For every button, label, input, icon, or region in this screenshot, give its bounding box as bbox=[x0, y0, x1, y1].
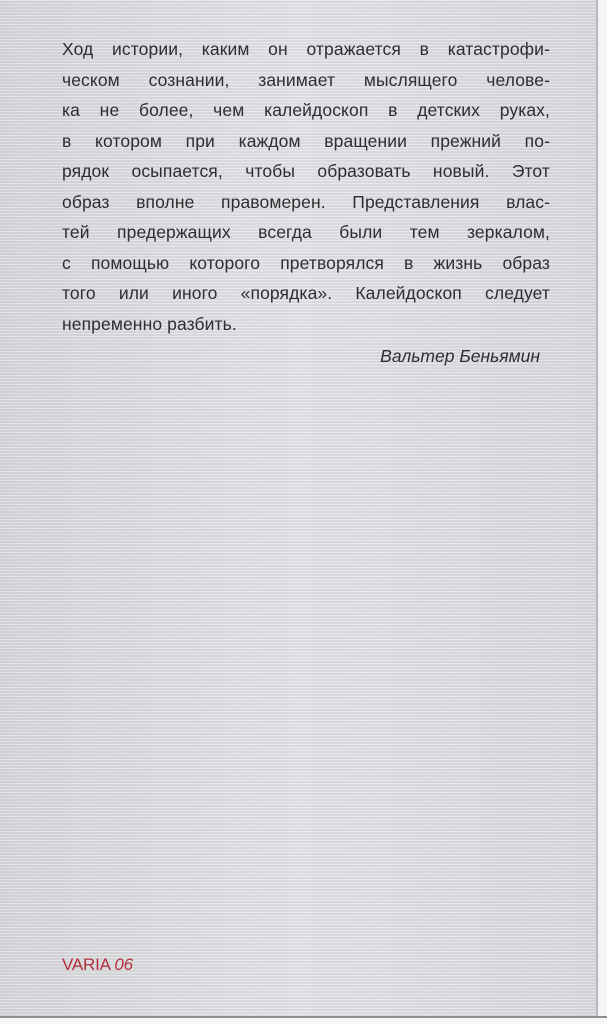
quote-line-8: с помощью которого претворялся в жизнь образ bbox=[62, 252, 550, 273]
series-mark bbox=[62, 955, 133, 975]
quote-line-3: ка не более, чем калейдоскоп в детских руках, bbox=[62, 100, 550, 120]
quote-line-7: тей предержащих всегда были тем зеркалом, bbox=[62, 222, 550, 242]
quote-line-6: образ вполне правомерен. Представления влас- bbox=[62, 191, 550, 212]
quote-line-9: того или иного «порядка». Калейдоскоп следует bbox=[62, 283, 550, 303]
scan-margin-right bbox=[598, 0, 607, 1022]
scan-margin-bottom bbox=[0, 1016, 607, 1024]
series-label: VARIA bbox=[62, 955, 110, 974]
quote-line-1: Ход истории, каким он отражается в катастрофи- bbox=[62, 39, 550, 59]
quote-line-5: рядок осыпается, чтобы образовать новый. Этот bbox=[62, 161, 550, 181]
quote-line-10: непременно разбить. bbox=[62, 313, 237, 334]
series-number: 06 bbox=[114, 955, 133, 974]
quote-line-4: в котором при каждом вращении прежний по- bbox=[62, 130, 550, 151]
quote-author: Вальтер Беньямин bbox=[380, 346, 540, 366]
epigraph-quote bbox=[62, 34, 550, 339]
quote-line-2: ческом сознании, занимает мыслящего челове- bbox=[62, 69, 550, 90]
